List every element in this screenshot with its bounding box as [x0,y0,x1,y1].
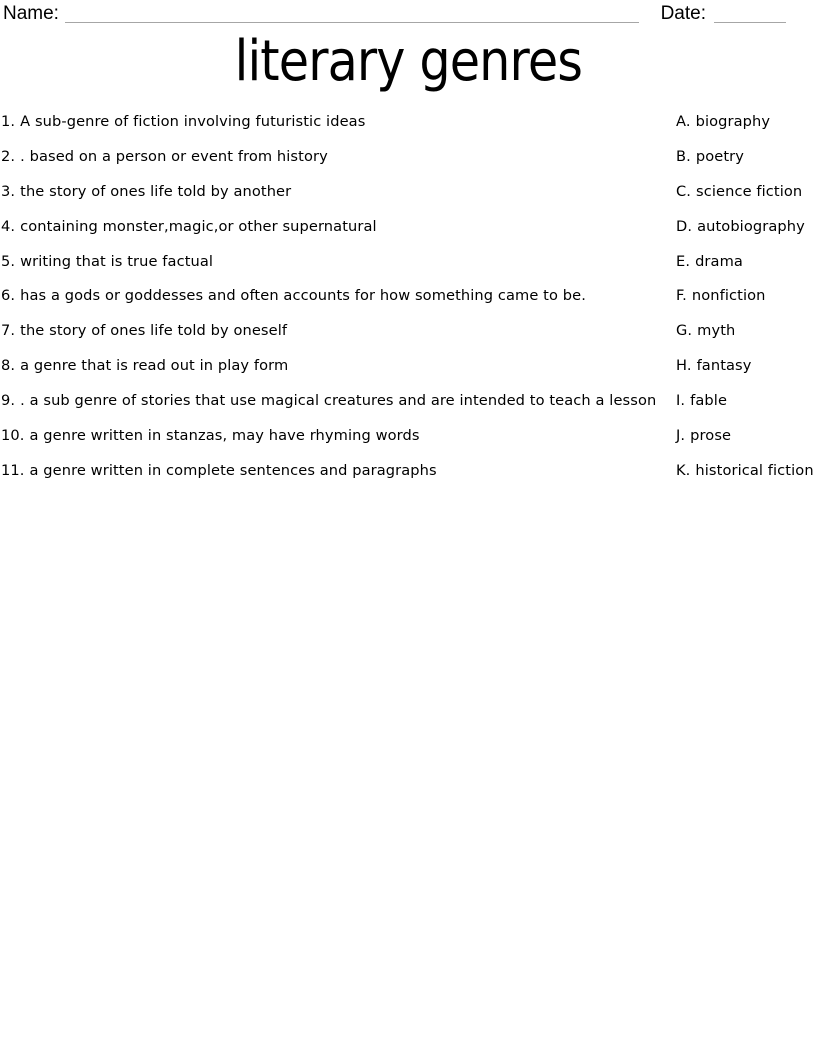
question-item [1,244,676,279]
question-number: 5. [1,252,16,270]
date-label: Date: [660,3,706,24]
answers-column [676,104,816,488]
answer-item [676,104,816,139]
question-text: . a sub genre of stories that use magical creatures and are intended to teach a lesson [20,392,657,410]
question-text: has a gods or goddesses and often accounts for how something came to be. [20,287,586,305]
answer-letter: A. [676,112,691,130]
answer-letter: G. [676,322,693,340]
name-label: Name: [3,3,59,24]
answer-item [676,453,816,488]
matching-exercise [0,104,816,488]
answer-text: fantasy [696,357,752,375]
answer-letter: K. [676,461,691,479]
answer-text: myth [697,322,736,340]
answer-item [676,383,816,418]
question-text: a genre written in complete sentences and paragraphs [29,461,437,479]
answer-text: biography [695,112,771,130]
question-item [1,278,676,313]
answer-text: drama [695,252,743,270]
title-wrap [0,24,816,98]
question-number: 11. [1,461,25,479]
header [0,0,816,24]
answer-item [676,348,816,383]
answer-letter: I. [676,392,686,410]
question-number: 2. [1,147,16,165]
answer-text: science fiction [696,182,803,200]
answer-letter: F. [676,287,687,305]
question-number: 7. [1,322,16,340]
question-text: containing monster,magic,or other supernatural [20,217,377,235]
question-item [1,348,676,383]
answer-text: nonfiction [691,287,766,305]
name-blank-line[interactable] [65,3,639,23]
question-item [1,104,676,139]
question-item [1,383,676,418]
question-item [1,313,676,348]
question-item [1,209,676,244]
question-text: a genre that is read out in play form [20,357,289,375]
answer-text: poetry [695,147,744,165]
question-text: . based on a person or event from history [20,147,328,165]
answer-letter: C. [676,182,692,200]
question-number: 6. [1,287,16,305]
question-number: 10. [1,426,25,444]
answer-item [676,139,816,174]
questions-column [1,104,676,488]
answer-text: historical fiction [695,461,814,479]
question-number: 4. [1,217,16,235]
answer-letter: D. [676,217,693,235]
question-number: 3. [1,182,16,200]
answer-item [676,244,816,279]
page-title: literary genres [234,28,582,94]
question-item [1,418,676,453]
answer-letter: H. [676,357,692,375]
question-number: 9. [1,392,16,410]
answer-letter: B. [676,147,691,165]
question-number: 8. [1,357,16,375]
answer-item [676,313,816,348]
answer-item [676,418,816,453]
answer-item [676,209,816,244]
answer-letter: E. [676,252,691,270]
question-item [1,453,676,488]
question-item [1,174,676,209]
date-blank-line[interactable] [714,3,786,23]
answer-text: fable [690,392,728,410]
question-text: the story of ones life told by another [20,182,292,200]
question-number: 1. [1,112,16,130]
answer-text: autobiography [697,217,805,235]
answer-item [676,278,816,313]
question-text: writing that is true factual [20,252,214,270]
question-text: the story of ones life told by oneself [20,322,288,340]
question-text: A sub-genre of fiction involving futuristic ideas [20,112,366,130]
answer-text: prose [690,426,732,444]
question-text: a genre written in stanzas, may have rhyming words [29,426,420,444]
question-item [1,139,676,174]
answer-letter: J. [676,426,686,444]
answer-item [676,174,816,209]
